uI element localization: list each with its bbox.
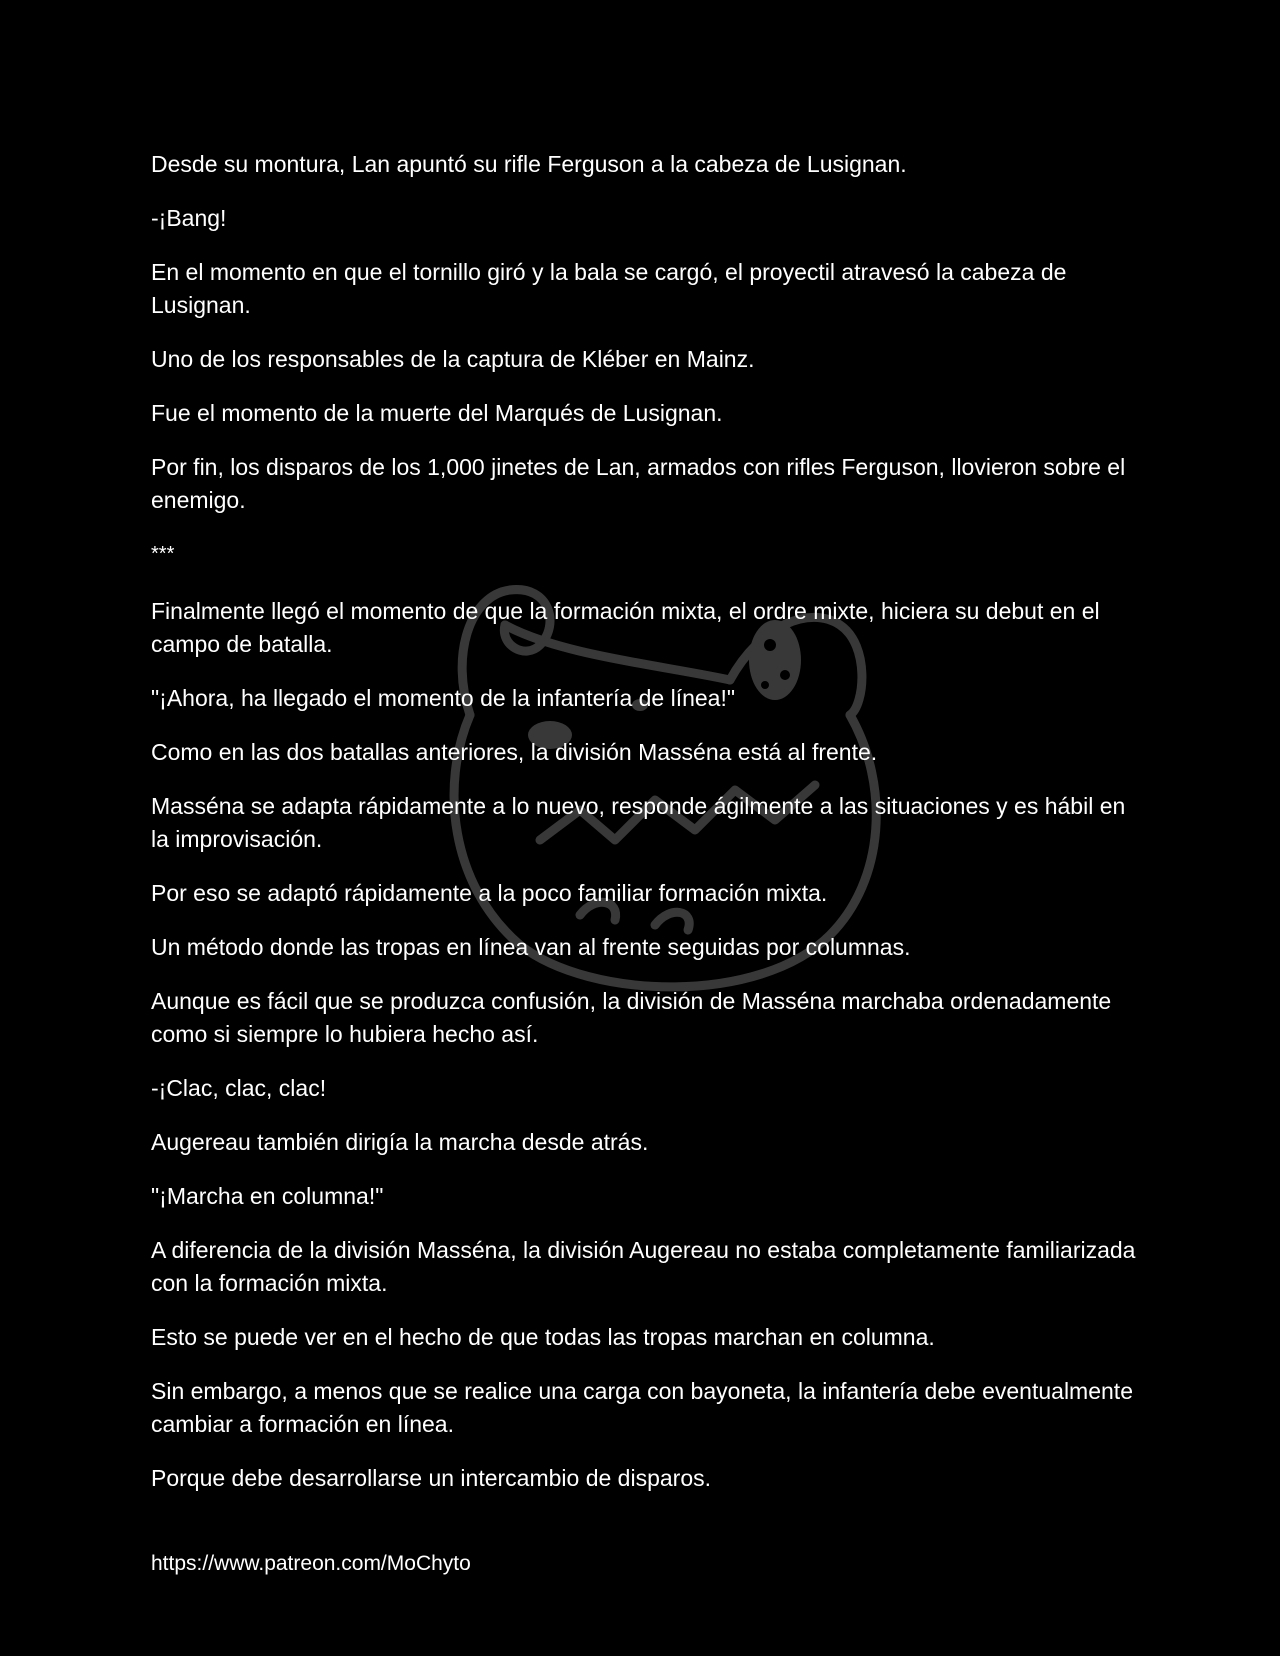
paragraph: Porque debe desarrollarse un intercambio de disparos.: [151, 1465, 711, 1491]
paragraph: Augereau también dirigía la marcha desde atrás.: [151, 1129, 649, 1155]
paragraph: A diferencia de la división Masséna, la división Augereau no estaba completamente familiarizada con la formación mixta.: [151, 1237, 1136, 1296]
paragraph: Fue el momento de la muerte del Marqués de Lusignan.: [151, 400, 723, 426]
paragraph: Un método donde las tropas en línea van al frente seguidas por columnas.: [151, 934, 911, 960]
patreon-link[interactable]: https://www.patreon.com/MoChyto: [151, 1552, 471, 1575]
paragraph: Por fin, los disparos de los 1,000 jinetes de Lan, armados con rifles Ferguson, llovieron sobre el enemigo.: [151, 454, 1126, 513]
document-body: [151, 148, 1141, 1516]
paragraph: Como en las dos batallas anteriores, la división Masséna está al frente.: [151, 739, 878, 765]
paragraph: En el momento en que el tornillo giró y la bala se cargó, el proyectil atravesó la cabeza de Lusignan.: [151, 259, 1067, 318]
paragraph: -¡Bang!: [151, 205, 227, 231]
paragraph: "¡Ahora, ha llegado el momento de la infantería de línea!": [151, 685, 736, 711]
scene-separator: ***: [151, 543, 175, 565]
paragraph: Finalmente llegó el momento de que la formación mixta, el ordre mixte, hiciera su debut en el campo de batalla.: [151, 598, 1100, 657]
paragraph: "¡Marcha en columna!": [151, 1183, 384, 1209]
paragraph: Por eso se adaptó rápidamente a la poco familiar formación mixta.: [151, 880, 828, 906]
paragraph: Desde su montura, Lan apuntó su rifle Ferguson a la cabeza de Lusignan.: [151, 151, 907, 177]
paragraph: Uno de los responsables de la captura de Kléber en Mainz.: [151, 346, 755, 372]
paragraph: Masséna se adapta rápidamente a lo nuevo, responde ágilmente a las situaciones y es hábil en la improvisación.: [151, 793, 1126, 852]
paragraph: Esto se puede ver en el hecho de que todas las tropas marchan en columna.: [151, 1324, 935, 1350]
paragraph: Aunque es fácil que se produzca confusión, la división de Masséna marchaba ordenadamente como si siempre lo hubiera hecho así.: [151, 988, 1112, 1047]
paragraph: -¡Clac, clac, clac!: [151, 1075, 327, 1101]
paragraph: Sin embargo, a menos que se realice una carga con bayoneta, la infantería debe eventualmente cambiar a formación en línea.: [151, 1378, 1133, 1437]
